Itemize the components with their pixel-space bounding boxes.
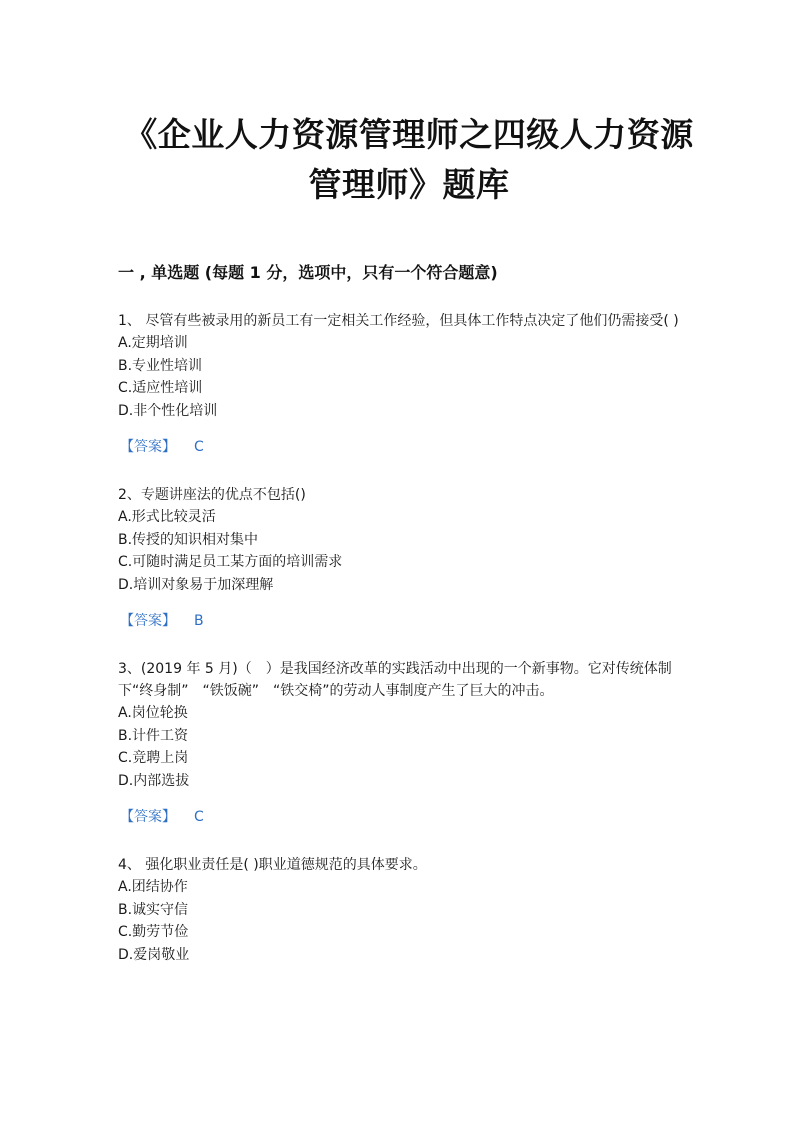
answer-value: C — [194, 809, 204, 825]
answer-line — [118, 806, 700, 828]
option-a: A.形式比较灵活 — [118, 509, 216, 525]
answer-value: B — [194, 613, 204, 629]
question-stem: 1、 尽管有些被录用的新员工有一定相关工作经验，但具体工作特点决定了他们仍需接受( ) — [118, 313, 679, 329]
option-d: D.内部选拔 — [118, 772, 190, 789]
question-3 — [118, 658, 700, 828]
option-c: C.可随时满足员工某方面的培训需求 — [118, 554, 343, 570]
option-b: B.计件工资 — [118, 727, 189, 744]
question-stem: 2、专题讲座法的优点不包括() — [118, 487, 306, 503]
option-c: C.适应性培训 — [118, 380, 203, 396]
option-d: D.非个性化培训 — [118, 402, 218, 419]
answer-label: 【答案】 — [120, 809, 176, 825]
question-stem: 3、(2019 年 5 月)（ ）是我国经济改革的实践活动中出现的一个新事物。它对传统体制下“终身制” “铁饭碗” “铁交椅”的劳动人事制度产生了巨大的冲击。 — [118, 661, 672, 699]
option-c: C.勤劳节俭 — [118, 924, 189, 940]
option-b: B.传授的知识相对集中 — [118, 531, 259, 548]
section-heading: 一 , 单选题 (每题 1 分，选项中，只有一个符合题意) — [118, 263, 498, 282]
option-a: A.团结协作 — [118, 879, 188, 895]
option-d: D.培训对象易于加深理解 — [118, 576, 274, 593]
question-1 — [118, 310, 700, 458]
question-2 — [118, 484, 700, 632]
document-title: 《企业人力资源管理师之四级人力资源管理师》题库 — [124, 115, 694, 204]
option-c: C.竞聘上岗 — [118, 750, 189, 766]
answer-value: C — [194, 439, 204, 455]
question-stem: 4、 强化职业责任是( )职业道德规范的具体要求。 — [118, 857, 427, 873]
answer-label: 【答案】 — [120, 439, 176, 455]
question-4 — [118, 854, 700, 966]
option-a: A.岗位轮换 — [118, 705, 188, 721]
answer-line — [118, 610, 700, 632]
option-a: A.定期培训 — [118, 335, 188, 351]
option-b: B.诚实守信 — [118, 901, 189, 918]
answer-label: 【答案】 — [120, 613, 176, 629]
option-d: D.爱岗敬业 — [118, 946, 190, 963]
answer-line — [118, 436, 700, 458]
document-page — [0, 110, 800, 1145]
option-b: B.专业性培训 — [118, 357, 203, 374]
